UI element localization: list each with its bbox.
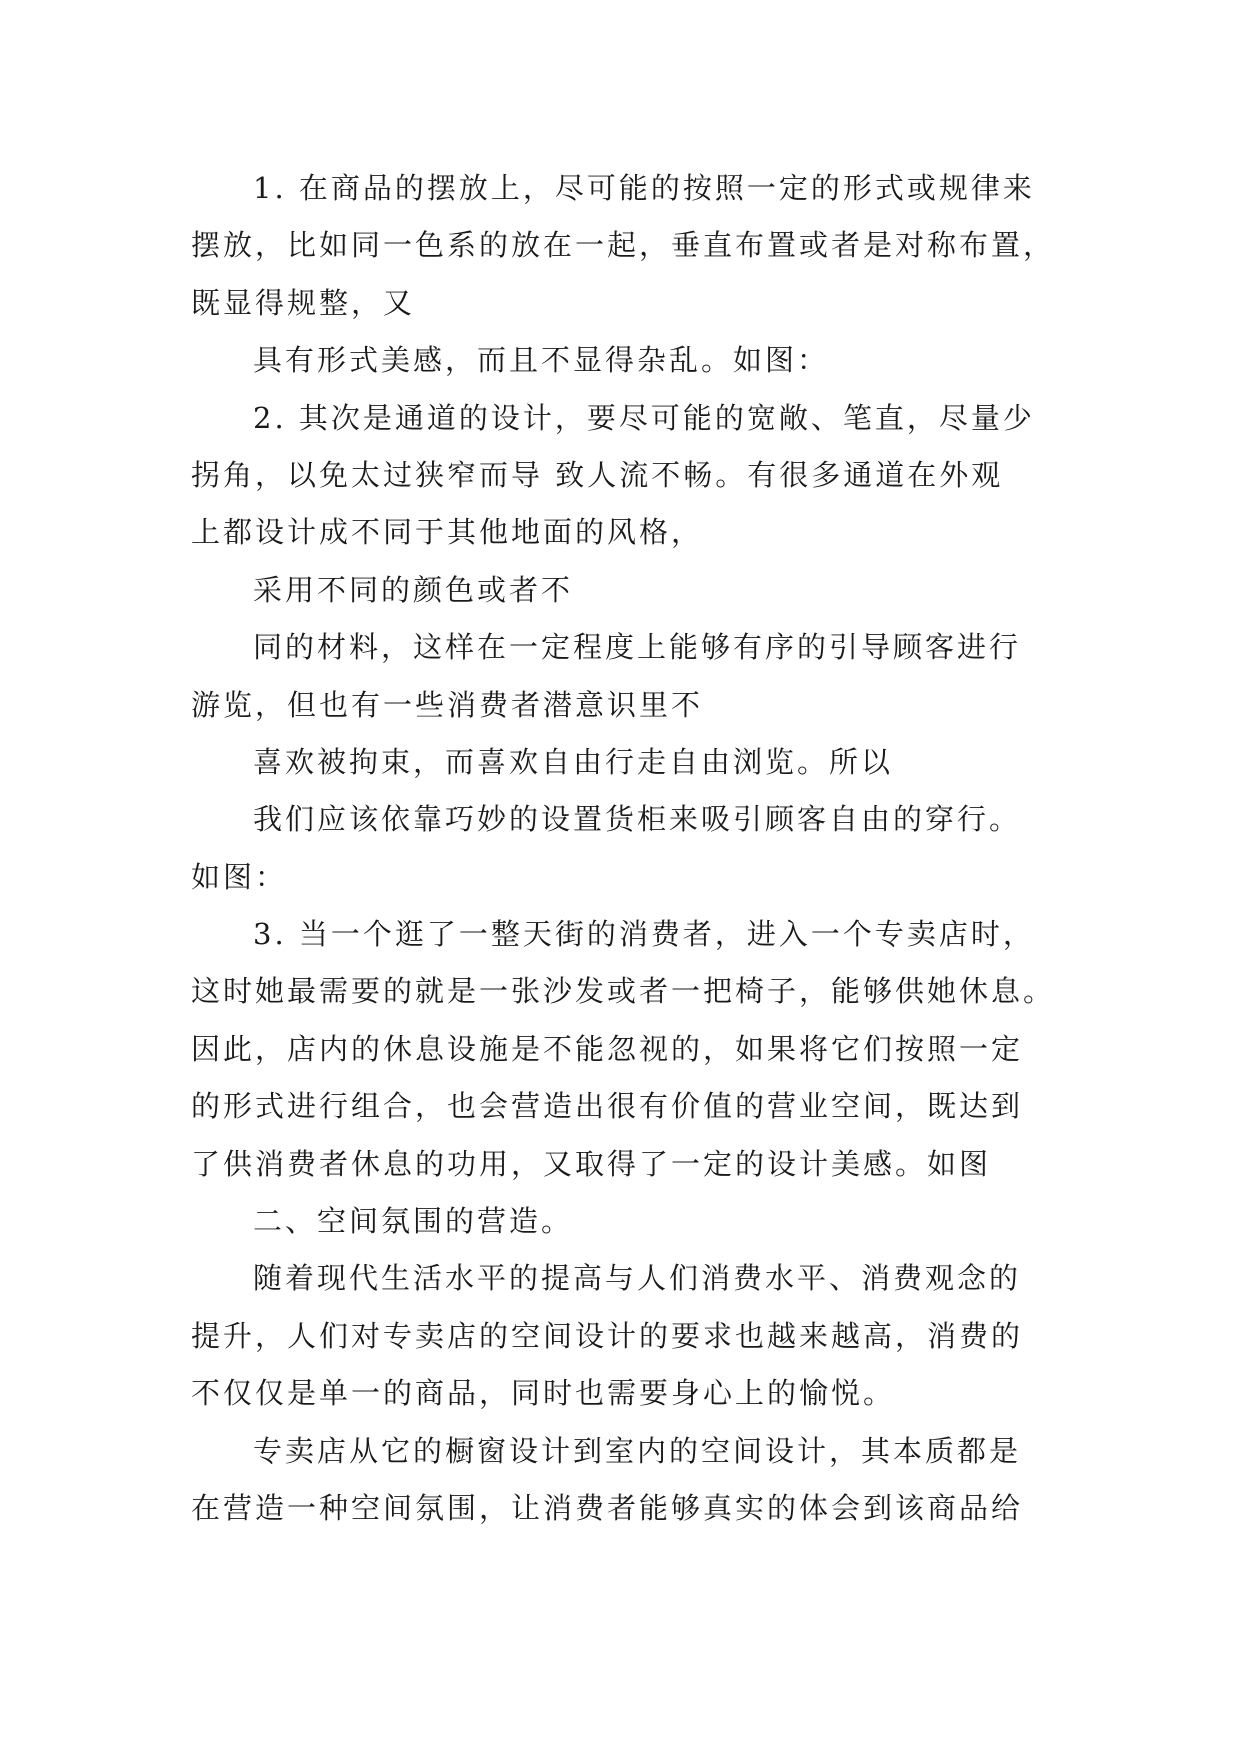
text-line: 随着现代生活水平的提高与人们消费水平、消费观念的: [253, 1261, 1022, 1296]
text-line: 具有形式美感，而且不显得杂乱。如图：: [253, 343, 830, 378]
text-line: 2. 其次是通道的设计，要尽可能的宽敞、笔直，尽量少: [253, 400, 1035, 435]
text-line: 同的材料，这样在一定程度上能够有序的引导顾客进行: [253, 630, 1022, 665]
text-line: 拐角，以免太过狭窄而导 致人流不畅。有很多通道在外观: [191, 457, 1004, 492]
text-line: 3. 当一个逛了一整天街的消费者，进入一个专卖店时，: [253, 917, 1035, 952]
text-line: 不仅仅是单一的商品，同时也需要身心上的愉悦。: [191, 1376, 896, 1411]
text-line: 我们应该依靠巧妙的设置货柜来吸引顾客自由的穿行。: [253, 802, 1022, 837]
text-line: 这时她最需要的就是一张沙发或者一把椅子，能够供她休息。: [191, 974, 1056, 1009]
text-line: 在营造一种空间氛围，让消费者能够真实的体会到该商品给: [191, 1490, 1024, 1525]
text-line: 采用不同的颜色或者不: [253, 572, 574, 607]
text-line: 专卖店从它的橱窗设计到室内的空间设计，其本质都是: [253, 1433, 1022, 1468]
body-text: [191, 160, 1071, 1537]
text-line: 摆放，比如同一色系的放在一起，垂直布置或者是对称布置，: [191, 228, 1056, 263]
text-line: 上都设计成不同于其他地面的风格，: [191, 515, 704, 550]
text-line: 因此，店内的休息设施是不能忽视的，如果将它们按照一定: [191, 1031, 1024, 1066]
text-line: 既显得规整，又: [191, 285, 416, 320]
text-line: 的形式进行组合，也会营造出很有价值的营业空间，既达到: [191, 1089, 1024, 1124]
text-line: 1. 在商品的摆放上，尽可能的按照一定的形式或规律来: [253, 171, 1035, 205]
text-line: 提升，人们对专卖店的空间设计的要求也越来越高，消费的: [191, 1318, 1024, 1353]
section-heading: 二、空间氛围的营造。: [253, 1204, 574, 1239]
text-line: 了供消费者休息的功用，又取得了一定的设计美感。如图: [191, 1146, 992, 1181]
text-line: 游览，但也有一些消费者潜意识里不: [191, 687, 704, 722]
text-line: 喜欢被拘束，而喜欢自由行走自由浏览。所以: [253, 744, 894, 779]
text-line: 如图：: [191, 859, 288, 894]
